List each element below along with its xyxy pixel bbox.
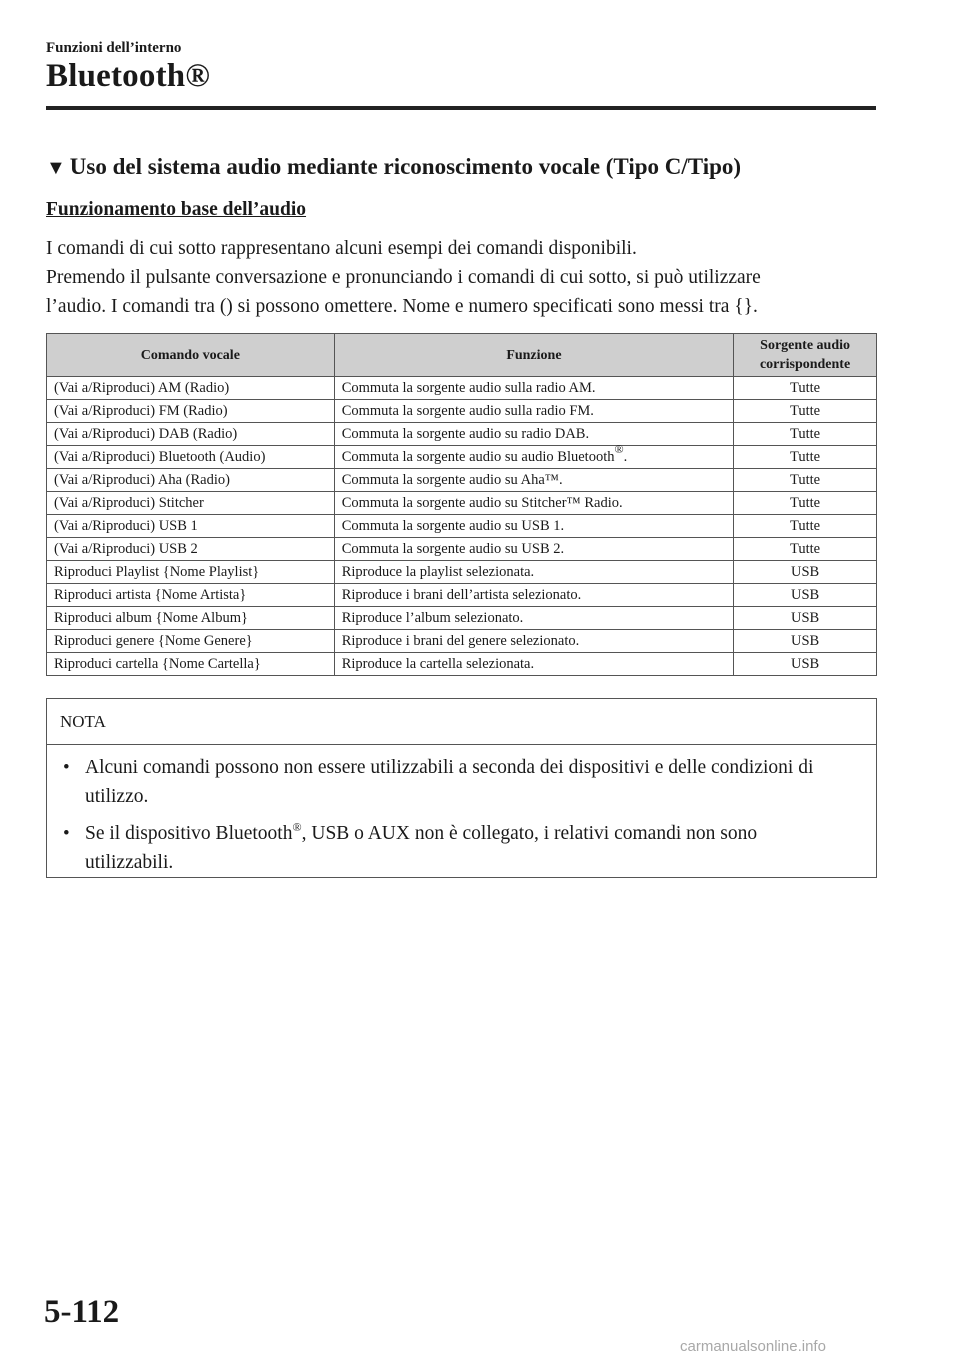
cell-audio-source: Tutte (734, 515, 877, 538)
triangle-marker-icon: ▼ (46, 157, 66, 179)
note-title: NOTA (47, 699, 876, 745)
column-header-source: Sorgente audio corrispondente (734, 334, 877, 377)
cell-function: Riproduce la cartella selezionata. (334, 653, 733, 676)
cell-voice-command: (Vai a/Riproduci) Stitcher (47, 492, 335, 515)
cell-voice-command: Riproduci Playlist {Nome Playlist} (47, 561, 335, 584)
cell-voice-command: (Vai a/Riproduci) USB 2 (47, 538, 335, 561)
cell-audio-source: Tutte (734, 377, 877, 400)
cell-audio-source: Tutte (734, 538, 877, 561)
page-number: 5-112 (44, 1294, 120, 1330)
table-row (47, 400, 877, 423)
note-item (63, 753, 846, 811)
table-row (47, 538, 877, 561)
column-header-function: Funzione (334, 334, 733, 377)
note-item-text: Se il dispositivo Bluetooth®, USB o AUX non è collegato, i relativi comandi non sono utilizzabili. (85, 820, 758, 873)
header-divider (46, 106, 876, 110)
table-body (47, 377, 877, 676)
intro-paragraph (46, 234, 886, 321)
cell-function: Commuta la sorgente audio su USB 1. (334, 515, 733, 538)
table-header-row (47, 334, 877, 377)
section-title: Bluetooth® (46, 58, 211, 94)
cell-voice-command: (Vai a/Riproduci) USB 1 (47, 515, 335, 538)
topic-heading (46, 154, 741, 180)
cell-audio-source: USB (734, 561, 877, 584)
cell-audio-source: Tutte (734, 423, 877, 446)
cell-audio-source: Tutte (734, 400, 877, 423)
chapter-label: Funzioni dell’interno (46, 40, 182, 56)
cell-function: Commuta la sorgente audio su radio DAB. (334, 423, 733, 446)
cell-function: Commuta la sorgente audio su audio Bluetooth®. (334, 446, 733, 469)
intro-line: I comandi di cui sotto rappresentano alcuni esempi dei comandi disponibili. (46, 238, 637, 259)
table-row (47, 515, 877, 538)
table-row (47, 469, 877, 492)
registered-mark: ® (614, 442, 624, 456)
intro-line: l’audio. I comandi tra () si possono omettere. Nome e numero specificati sono messi tra {}. (46, 296, 758, 317)
topic-heading-text: Uso del sistema audio mediante riconoscimento vocale (Tipo C/Tipo) (69, 154, 742, 179)
cell-function: Commuta la sorgente audio sulla radio AM. (334, 377, 733, 400)
table-row (47, 492, 877, 515)
cell-audio-source: USB (734, 653, 877, 676)
cell-voice-command: (Vai a/Riproduci) FM (Radio) (47, 400, 335, 423)
cell-audio-source: Tutte (734, 469, 877, 492)
note-list (47, 745, 876, 877)
cell-voice-command: Riproduci artista {Nome Artista} (47, 584, 335, 607)
table-row (47, 630, 877, 653)
cell-function: Commuta la sorgente audio su Aha™. (334, 469, 733, 492)
cell-voice-command: Riproduci album {Nome Album} (47, 607, 335, 630)
note-box (46, 698, 877, 878)
table-row (47, 653, 877, 676)
cell-audio-source: Tutte (734, 446, 877, 469)
cell-voice-command: (Vai a/Riproduci) AM (Radio) (47, 377, 335, 400)
intro-line: Premendo il pulsante conversazione e pronunciando i comandi di cui sotto, si può utilizzare (46, 267, 761, 288)
table-row (47, 446, 877, 469)
cell-function: Riproduce la playlist selezionata. (334, 561, 733, 584)
watermark: carmanualsonline.info (680, 1338, 826, 1355)
bullet-icon: • (63, 757, 70, 778)
cell-function: Commuta la sorgente audio sulla radio FM. (334, 400, 733, 423)
registered-mark: ® (292, 820, 302, 834)
note-item-text: Alcuni comandi possono non essere utilizzabili a seconda dei dispositivi e delle condizioni di utilizzo. (85, 757, 814, 807)
cell-voice-command: Riproduci cartella {Nome Cartella} (47, 653, 335, 676)
bullet-icon: • (63, 823, 70, 844)
table-row (47, 584, 877, 607)
cell-function: Riproduce i brani dell’artista selezionato. (334, 584, 733, 607)
column-header-command: Comando vocale (47, 334, 335, 377)
cell-audio-source: USB (734, 607, 877, 630)
table-row (47, 377, 877, 400)
cell-voice-command: (Vai a/Riproduci) Bluetooth (Audio) (47, 446, 335, 469)
cell-function: Riproduce l’album selezionato. (334, 607, 733, 630)
cell-voice-command: (Vai a/Riproduci) DAB (Radio) (47, 423, 335, 446)
voice-command-table (46, 333, 877, 676)
cell-function: Commuta la sorgente audio su USB 2. (334, 538, 733, 561)
note-item (63, 819, 846, 877)
cell-audio-source: USB (734, 630, 877, 653)
cell-function: Riproduce i brani del genere selezionato. (334, 630, 733, 653)
cell-audio-source: USB (734, 584, 877, 607)
cell-function: Commuta la sorgente audio su Stitcher™ Radio. (334, 492, 733, 515)
cell-audio-source: Tutte (734, 492, 877, 515)
table-row (47, 607, 877, 630)
cell-voice-command: (Vai a/Riproduci) Aha (Radio) (47, 469, 335, 492)
subheading: Funzionamento base dell’audio (46, 199, 307, 220)
table-row (47, 561, 877, 584)
cell-voice-command: Riproduci genere {Nome Genere} (47, 630, 335, 653)
table-row (47, 423, 877, 446)
